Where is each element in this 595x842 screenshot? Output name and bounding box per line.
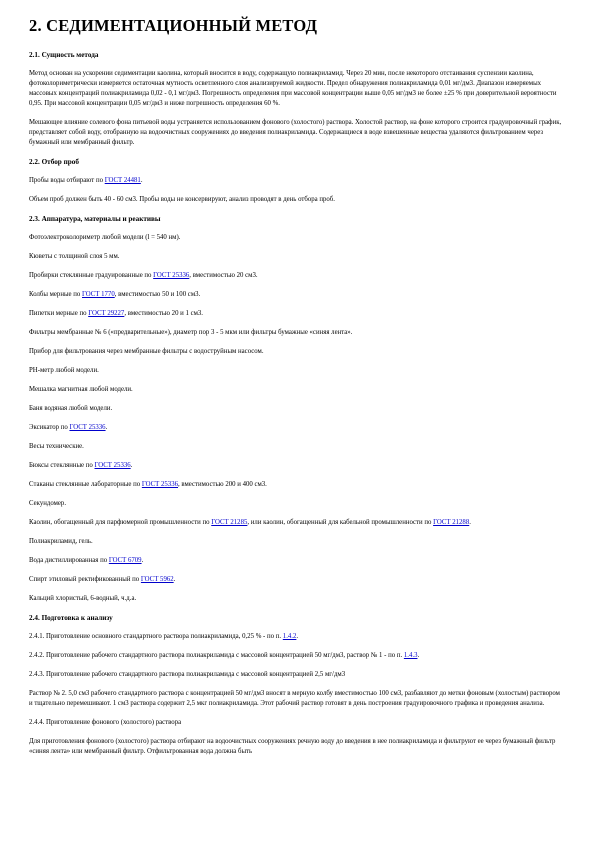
list-item-text: Стаканы стеклянные лабораторные по <box>29 481 142 488</box>
list-item-text: Бюксы стеклянные по <box>29 462 95 469</box>
list-item <box>29 347 565 357</box>
list-item <box>29 480 565 490</box>
list-item <box>29 670 565 680</box>
list-item-text: Каолин, обогащенный для парфюмерной промышленности по <box>29 519 212 526</box>
list-item-text: Эксикатор по <box>29 424 70 431</box>
list-item-text: Кюветы с толщиной слоя 5 мм. <box>29 253 120 260</box>
list-item-text: Мешалка магнитная любой модели. <box>29 386 133 393</box>
gost-link[interactable]: 1.4.2 <box>282 633 297 640</box>
paragraph-sample-volume: Объем проб должен быть 40 - 60 см3. Пробы воды не консервируют, анализ проводят в день отбора проб. <box>29 196 335 203</box>
list-item-text: Баня водяная любой модели. <box>29 405 113 412</box>
section-heading-2-3: 2.3. Аппаратура, материалы и реактивы <box>29 215 161 223</box>
list-item <box>29 651 565 661</box>
list-item-text: . <box>141 557 144 564</box>
list-item <box>29 309 565 319</box>
equipment-list <box>29 233 565 604</box>
gost-link[interactable]: ГОСТ 6709 <box>108 557 142 564</box>
list-item-text: Полиакриламид, гель. <box>29 538 93 545</box>
page-title: 2. СЕДИМЕНТАЦИОННЫЙ МЕТОД <box>29 16 318 35</box>
gost-link[interactable]: ГОСТ 21285 <box>211 519 248 526</box>
list-item-text: Вода дистиллированная по <box>29 557 109 564</box>
list-item-text: Прибор для фильтрования через мембранные фильтры с водоструйным насосом. <box>29 348 264 355</box>
section-heading-2-2: 2.2. Отбор проб <box>29 158 79 166</box>
list-item <box>29 271 565 281</box>
list-item <box>29 385 565 395</box>
list-item <box>29 537 565 547</box>
list-item-text: Кальций хлористый, 6-водный, ч.д.а. <box>29 595 137 602</box>
list-item-text: Пипетки мерные по <box>29 310 89 317</box>
list-item-text: Пробирки стеклянные градуированные по <box>29 272 154 279</box>
gost-link[interactable]: ГОСТ 1770 <box>82 291 115 298</box>
list-item-text: , вместимостью 50 и 100 см3. <box>114 291 201 298</box>
list-item <box>29 556 565 566</box>
document-body <box>29 16 565 766</box>
list-item <box>29 366 565 376</box>
list-item <box>29 461 565 471</box>
list-item-text: . <box>105 424 108 431</box>
list-item <box>29 594 565 604</box>
list-item-text: Фильтры мембранные № 6 («предварительные»), диаметр пор 3 - 5 мкм или фильтры бумажные «синяя лента». <box>29 329 353 336</box>
section-heading-2-1: 2.1. Сущность метода <box>29 51 99 59</box>
list-item-text: . <box>417 652 420 659</box>
list-item <box>29 442 565 452</box>
list-item <box>29 290 565 300</box>
list-item-text: Весы технические. <box>29 443 84 450</box>
list-item-text: , или каолин, обогащенный для кабельной промышленности по <box>247 519 434 526</box>
list-item-text: . <box>173 576 176 583</box>
list-item <box>29 518 565 528</box>
list-item-text: , вместимостью 20 и 1 см3. <box>124 310 204 317</box>
list-item-text: . <box>296 633 299 640</box>
list-item-text: 2.4.2. Приготовление рабочего стандартного раствора полиакриламида с массовой концентрацией 50 мг/дм3, раствор № 1 - по п. <box>29 652 404 659</box>
list-item-text: Спирт этиловый ректификованный по <box>29 576 141 583</box>
preparation-list <box>29 632 565 680</box>
list-item-text: 2.4.3. Приготовление рабочего стандартного раствора полиакриламида с массовой концентрацией 2,5 мг/дм3 <box>29 671 346 678</box>
list-item <box>29 423 565 433</box>
gost-link[interactable]: ГОСТ 21288 <box>433 519 470 526</box>
list-item-text: . <box>130 462 133 469</box>
list-item <box>29 252 565 262</box>
paragraph-method-essence: Метод основан на ускорении седиментации каолина, который вносится в воду, содержащую полиакриламид. Через 20 мин, после некоторого отстаивания суспензии каолина, фотоколориметрически измеряется остаточная мутность осветленного слоя анализируемой жидкости. Предел обнаружения полиакриламида 0,01 мг/дм3. Диапазон измеряемых массовых концентраций полиакриламида 0,02 - 0,1 мг/дм3. Погрешность определения при массовой концентрации выше 0,05 мг/дм3 не более ±25 % при доверительной вероятности 0,95. При массовой концентрации 0,05 мг/дм3 и ниже погрешность определения 60 %. <box>29 70 557 107</box>
list-item-text: . <box>469 519 471 526</box>
list-item <box>29 499 565 509</box>
list-item <box>29 233 565 243</box>
paragraph-background-influence: Мешающее влияние солевого фона питьевой воды устраняется использованием фонового (холостого) раствора. Холостой раствор, на фоне которого строится градуировочный график, представляет собой воду, отобранную на водоочистных сооружениях до введения полиакриламида. Содержащиеся в воде взвешенные вещества удаляются фильтрованием через бумажный или мембранный фильтр. <box>29 119 562 146</box>
list-item-text: РН-метр любой модели. <box>29 367 99 374</box>
gost-link[interactable]: ГОСТ 25336 <box>69 424 106 431</box>
paragraph-solution-2: Раствор № 2. 5,0 см3 рабочего стандартного раствора с концентрацией 50 мг/дм3 вносят в мерную колбу вместимостью 100 см3, разбавляют до метки фоновым (холостым) раствором и тщательно перемешивают. 1 см3 раствора содержит 2,5 мкг полиакриламида. Этот рабочий раствор готовят в день построения градуировочного графика и проведения анализа. <box>29 690 560 707</box>
gost-link[interactable]: ГОСТ 25336 <box>153 272 190 279</box>
paragraph-background-solution: Для приготовления фонового (холостого) раствора отбирают на водоочистных сооружениях речную воду до введения в нее полиакриламида и фильтруют ее через бумажный фильтр «синяя лента» или мембранный фильтр. Отфильтрованная вода должна быть <box>29 738 556 755</box>
gost-link[interactable]: 1.4.3 <box>403 652 418 659</box>
gost-link[interactable]: ГОСТ 5962 <box>140 576 174 583</box>
list-item <box>29 328 565 338</box>
list-item-text: Секундомер. <box>29 500 67 507</box>
list-item <box>29 632 565 642</box>
list-item-text: Колбы мерные по <box>29 291 82 298</box>
list-item-text: Фотоэлектроколориметр любой модели (l = 540 нм). <box>29 234 181 241</box>
gost-link[interactable]: ГОСТ 25336 <box>94 462 131 469</box>
list-item-text: , вместимостью 20 см3. <box>189 272 258 279</box>
paragraph-sampling: Пробы воды отбирают по ГОСТ 24481. <box>29 177 143 184</box>
list-item-text: , вместимостью 200 и 400 см3. <box>178 481 267 488</box>
section-heading-2-4: 2.4. Подготовка к анализу <box>29 614 113 622</box>
subsection-heading-2-4-4: 2.4.4. Приготовление фонового (холостого) раствора <box>29 719 182 726</box>
gost-link[interactable]: ГОСТ 24481 <box>104 177 141 184</box>
list-item-text: 2.4.1. Приготовление основного стандартного раствора полиакриламида, 0,25 % - по п. <box>29 633 283 640</box>
list-item <box>29 404 565 414</box>
gost-link[interactable]: ГОСТ 25336 <box>141 481 178 488</box>
list-item <box>29 575 565 585</box>
gost-link[interactable]: ГОСТ 29227 <box>88 310 125 317</box>
